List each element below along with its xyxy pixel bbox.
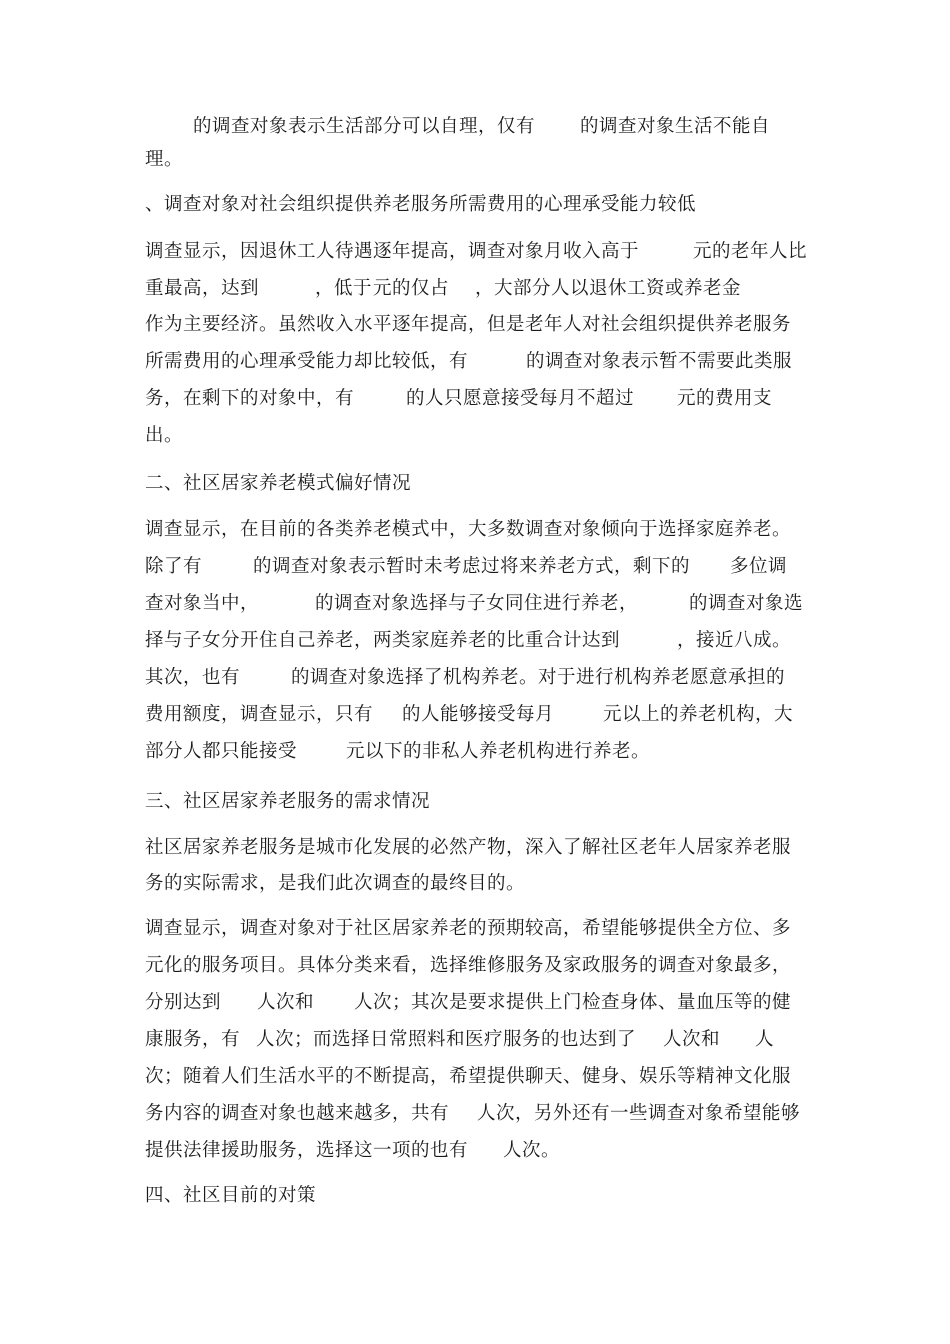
text-segment: 择与子女分开住自己养老，两类家庭养老的比重合计达到 <box>145 630 621 651</box>
text-segment: 的调查对象表示暂不需要此类服 <box>526 351 793 372</box>
text-segment: 元以下的非私人养老机构进行养老。 <box>346 741 651 762</box>
text-segment: 人次。 <box>503 1140 561 1161</box>
text-segment: 人次，另外还有一些调查对象希望能够 <box>477 1103 801 1124</box>
text-segment: 四、社区目前的对策 <box>145 1185 317 1206</box>
text-segment: 调查显示，调查对象对于社区居家养老的预期较高，希望能够提供全方位、多 <box>145 918 792 939</box>
text-segment: 的调查对象表示暂时未考虑过将来养老方式，剩下的 <box>253 556 691 577</box>
text-segment: 重最高，达到 <box>145 278 260 299</box>
text-segment: 人 <box>755 1029 775 1050</box>
text-segment: 的调查对象选择了机构养老。对于进行机构养老愿意承担的 <box>291 667 786 688</box>
text-segment: 调查显示，因退休工人待遇逐年提高，调查对象月收入高于 <box>145 241 640 262</box>
text-segment: 提供法律援助服务，选择这一项的也有 <box>145 1140 469 1161</box>
text-segment: 务，在剩下的对象中，有 <box>145 388 355 409</box>
text-segment: 元的仅占 <box>373 278 450 299</box>
text-segment: 分别达到 <box>145 992 222 1013</box>
text-segment: 人次；而选择日常照料和医疗服务的也达到了 <box>256 1029 637 1050</box>
text-segment: 的人只愿意接受每月不超过 <box>406 388 635 409</box>
text-segment: 人次；其次是要求提供上门检查身体、量血压等的健 <box>354 992 792 1013</box>
text-segment: 调查显示，在目前的各类养老模式中，大多数调查对象倾向于选择家庭养老。 <box>145 519 792 540</box>
text-segment: 、调查对象对社会组织提供养老服务所需费用的心理承受能力较低 <box>145 194 697 215</box>
text-segment: 多位调 <box>730 556 788 577</box>
text-segment: 出。 <box>145 425 184 446</box>
text-segment: 人次和 <box>663 1029 721 1050</box>
text-segment: 的调查对象生活不能自 <box>580 116 771 137</box>
text-segment: 三、社区居家养老服务的需求情况 <box>145 791 431 812</box>
text-segment: 人次和 <box>257 992 315 1013</box>
text-segment: 元的老年人比 <box>693 241 808 262</box>
text-segment: 二、社区居家养老模式偏好情况 <box>145 473 412 494</box>
text-segment: 康服务，有 <box>145 1029 241 1050</box>
text-segment: 除了有 <box>145 556 203 577</box>
text-segment: 的调查对象表示生活部分可以自理，仅有 <box>193 116 536 137</box>
text-segment: ，大部分人以退休工资或养老金 <box>475 278 742 299</box>
text-segment: 务内容的调查对象也越来越多，共有 <box>145 1103 450 1124</box>
text-segment: 社区居家养老服务是城市化发展的必然产物，深入了解社区老年人居家养老服 <box>145 837 792 858</box>
text-segment: 所需费用的心理承受能力却比较低，有 <box>145 351 469 372</box>
text-segment: 的调查对象选择与子女同住进行养老， <box>315 593 639 614</box>
text-segment: 的人能够接受每月 <box>402 704 555 725</box>
text-segment: 元化的服务项目。具体分类来看，选择维修服务及家政服务的调查对象最多， <box>145 955 792 976</box>
text-segment: 部分人都只能接受 <box>145 741 298 762</box>
text-segment: 元以上的养老机构，大 <box>603 704 794 725</box>
text-segment: 费用额度，调查显示，只有 <box>145 704 374 725</box>
text-segment: 的调查对象选 <box>689 593 804 614</box>
text-segment: 其次，也有 <box>145 667 241 688</box>
text-segment: 作为主要经济。虽然收入水平逐年提高，但是老年人对社会组织提供养老服务 <box>145 314 792 335</box>
text-segment: 次；随着人们生活水平的不断提高，希望提供聊天、健身、娱乐等精神文化服 <box>145 1066 792 1087</box>
text-segment: 务的实际需求，是我们此次调查的最终目的。 <box>145 873 526 894</box>
text-segment: ，低于 <box>315 278 373 299</box>
text-segment: 理。 <box>145 149 184 170</box>
text-segment: 元的费用支 <box>677 388 773 409</box>
text-segment: ，接近八成。 <box>677 630 792 651</box>
text-segment: 查对象当中， <box>145 593 260 614</box>
